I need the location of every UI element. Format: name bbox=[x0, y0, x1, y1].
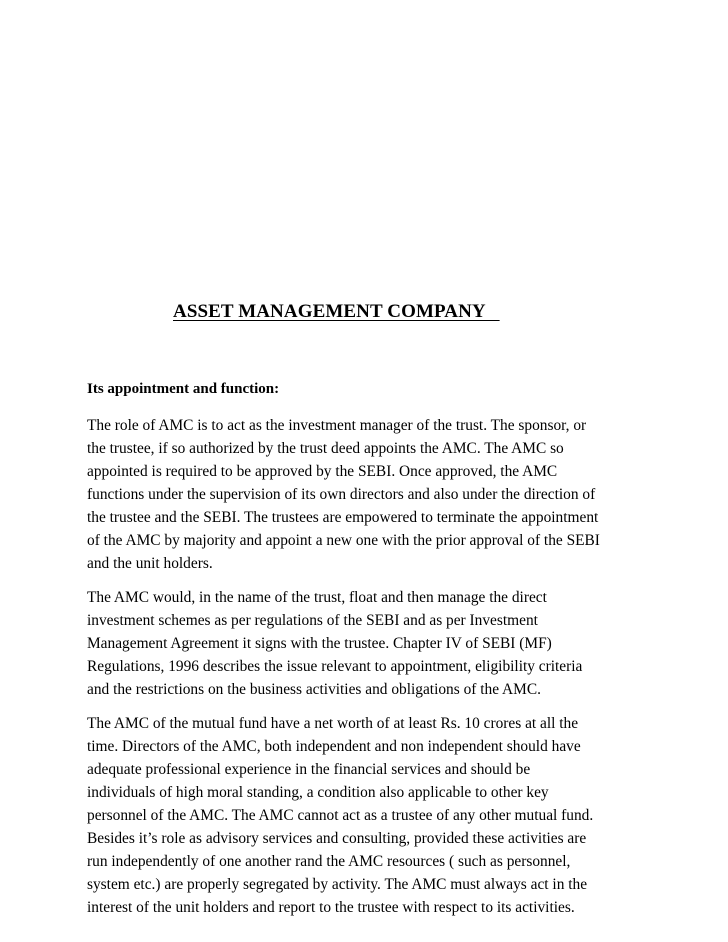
paragraph-1-line: appointed is required to be approved by the SEBI. Once approved, the AMC bbox=[87, 463, 558, 480]
paragraph-3-line: personnel of the AMC. The AMC cannot act as a trustee of any other mutual fund. bbox=[87, 807, 594, 824]
paragraph-2-line: Regulations, 1996 describes the issue relevant to appointment, eligibility criteria bbox=[87, 658, 583, 675]
paragraph-3-line: time. Directors of the AMC, both independent and non independent should have bbox=[87, 738, 581, 755]
paragraph-1-line: of the AMC by majority and appoint a new one with the prior approval of the SEBI bbox=[87, 532, 600, 549]
paragraph-3-line: individuals of high moral standing, a condition also applicable to other key bbox=[87, 784, 549, 801]
paragraph-1-line: functions under the supervision of its own directors and also under the direction of bbox=[87, 486, 596, 503]
paragraph-2-line: investment schemes as per regulations of the SEBI and as per Investment bbox=[87, 612, 538, 629]
paragraph-3-line: The AMC of the mutual fund have a net worth of at least Rs. 10 crores at all the bbox=[87, 715, 579, 732]
paragraph-2-line: Management Agreement it signs with the trustee. Chapter IV of SEBI (MF) bbox=[87, 635, 552, 652]
paragraph-1-line: the trustee and the SEBI. The trustees are empowered to terminate the appointment bbox=[87, 509, 599, 526]
paragraph-3-line: Besides it’s role as advisory services and consulting, provided these activities are bbox=[87, 830, 587, 847]
section-heading: Its appointment and function: bbox=[87, 381, 280, 397]
paragraph-2-line: The AMC would, in the name of the trust, float and then manage the direct bbox=[87, 589, 547, 606]
paragraph-3-line: interest of the unit holders and report to the trustee with respect to its activities. bbox=[87, 899, 575, 916]
paragraph-3-line: run independently of one another rand the AMC resources ( such as personnel, bbox=[87, 853, 571, 870]
paragraph-1-line: the trustee, if so authorized by the trust deed appoints the AMC. The AMC so bbox=[87, 440, 564, 457]
paragraph-1-line: and the unit holders. bbox=[87, 555, 213, 572]
paragraph-1-line: The role of AMC is to act as the investment manager of the trust. The sponsor, or bbox=[87, 417, 587, 434]
page-title: ASSET MANAGEMENT COMPANY bbox=[173, 301, 500, 322]
paragraph-3-line: system etc.) are properly segregated by activity. The AMC must always act in the bbox=[87, 876, 588, 893]
paragraph-3-line: adequate professional experience in the financial services and should be bbox=[87, 761, 531, 778]
paragraph-2-line: and the restrictions on the business activities and obligations of the AMC. bbox=[87, 681, 541, 698]
